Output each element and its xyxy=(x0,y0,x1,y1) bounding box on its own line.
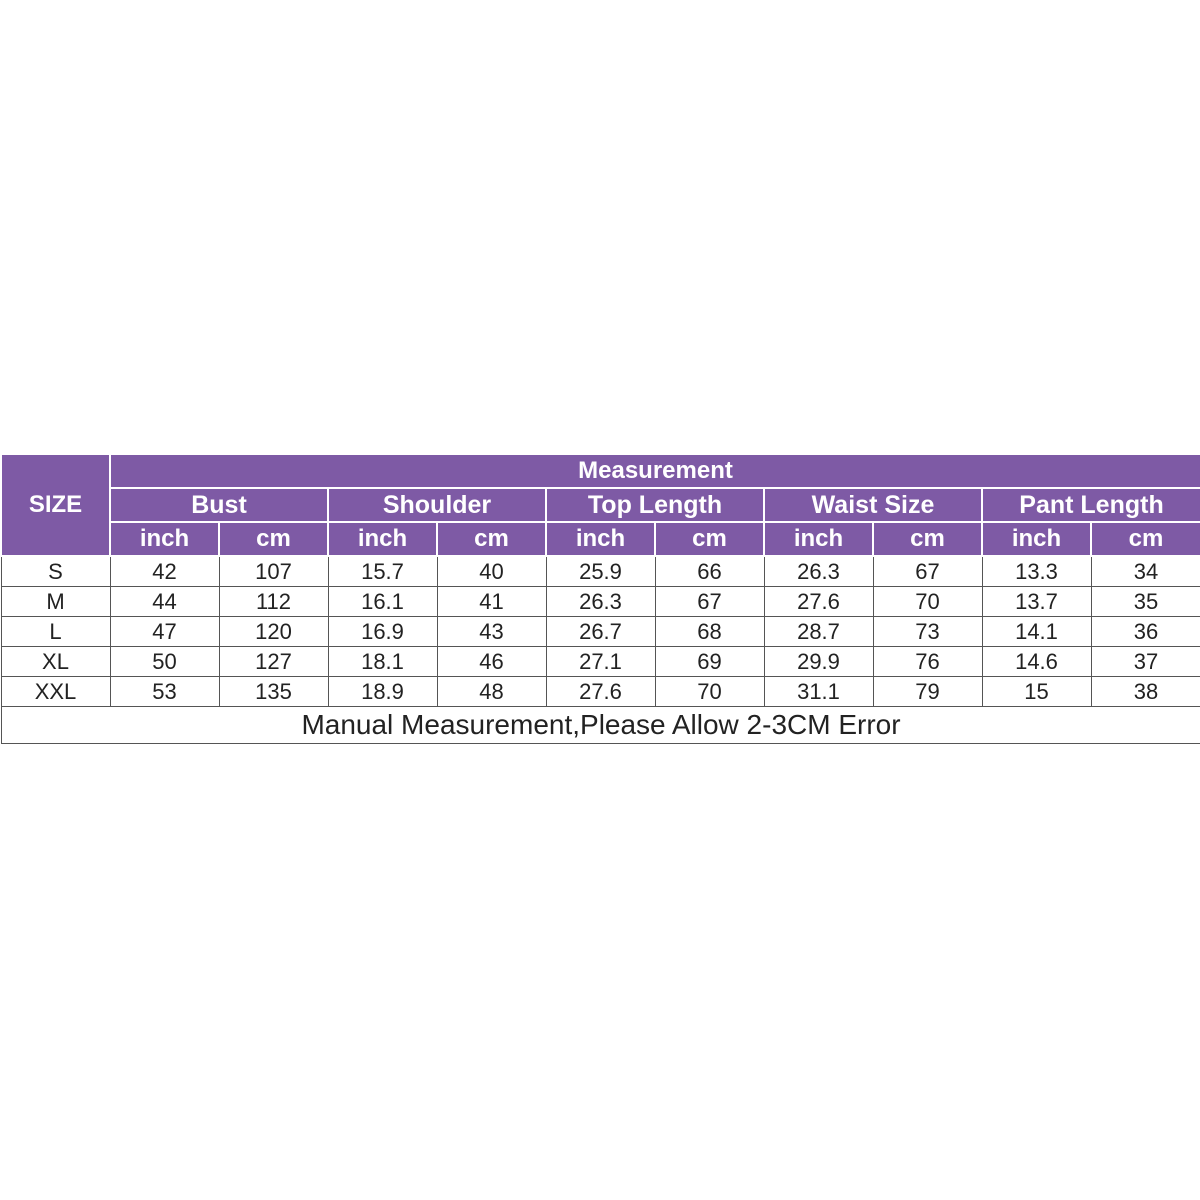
unit-header: inch xyxy=(764,522,873,556)
measurement-header: Measurement xyxy=(110,454,1200,488)
size-cell: XXL xyxy=(1,677,110,707)
table-cell: 135 xyxy=(219,677,328,707)
table-cell: 25.9 xyxy=(546,556,655,587)
table-row xyxy=(1,677,1200,707)
table-cell: 70 xyxy=(873,587,982,617)
table-cell: 46 xyxy=(437,647,546,677)
table-cell: 15.7 xyxy=(328,556,437,587)
table-cell: 16.9 xyxy=(328,617,437,647)
measure-header-pant-length: Pant Length xyxy=(982,488,1200,522)
table-cell: 27.6 xyxy=(546,677,655,707)
unit-header: inch xyxy=(982,522,1091,556)
unit-header: cm xyxy=(655,522,764,556)
unit-header: inch xyxy=(328,522,437,556)
table-cell: 14.6 xyxy=(982,647,1091,677)
table-cell: 18.1 xyxy=(328,647,437,677)
table-cell: 40 xyxy=(437,556,546,587)
table-cell: 36 xyxy=(1091,617,1200,647)
table-cell: 127 xyxy=(219,647,328,677)
measure-header-waist-size: Waist Size xyxy=(764,488,982,522)
size-header: SIZE xyxy=(1,454,110,556)
measure-header-bust: Bust xyxy=(110,488,328,522)
table-cell: 70 xyxy=(655,677,764,707)
table-cell: 68 xyxy=(655,617,764,647)
unit-header: cm xyxy=(437,522,546,556)
unit-header: inch xyxy=(110,522,219,556)
table-cell: 14.1 xyxy=(982,617,1091,647)
table-cell: 67 xyxy=(873,556,982,587)
table-row xyxy=(1,647,1200,677)
table-row xyxy=(1,587,1200,617)
size-cell: L xyxy=(1,617,110,647)
table-cell: 16.1 xyxy=(328,587,437,617)
table-cell: 43 xyxy=(437,617,546,647)
size-cell: XL xyxy=(1,647,110,677)
table-row xyxy=(1,556,1200,587)
table-cell: 53 xyxy=(110,677,219,707)
table-cell: 26.3 xyxy=(764,556,873,587)
table-cell: 48 xyxy=(437,677,546,707)
unit-header: inch xyxy=(546,522,655,556)
table-cell: 67 xyxy=(655,587,764,617)
table-cell: 42 xyxy=(110,556,219,587)
header-row-group xyxy=(1,454,1200,488)
table-cell: 79 xyxy=(873,677,982,707)
table-cell: 73 xyxy=(873,617,982,647)
measure-header-top-length: Top Length xyxy=(546,488,764,522)
table-cell: 26.3 xyxy=(546,587,655,617)
table-cell: 107 xyxy=(219,556,328,587)
table-cell: 44 xyxy=(110,587,219,617)
table-cell: 34 xyxy=(1091,556,1200,587)
table-cell: 112 xyxy=(219,587,328,617)
header-row-units xyxy=(1,522,1200,556)
table-cell: 69 xyxy=(655,647,764,677)
table-cell: 29.9 xyxy=(764,647,873,677)
measure-header-shoulder: Shoulder xyxy=(328,488,546,522)
table-cell: 27.1 xyxy=(546,647,655,677)
table-cell: 15 xyxy=(982,677,1091,707)
table-cell: 13.3 xyxy=(982,556,1091,587)
table-cell: 31.1 xyxy=(764,677,873,707)
table-cell: 18.9 xyxy=(328,677,437,707)
table-cell: 13.7 xyxy=(982,587,1091,617)
header-row-measures xyxy=(1,488,1200,522)
table-cell: 120 xyxy=(219,617,328,647)
unit-header: cm xyxy=(873,522,982,556)
table-cell: 35 xyxy=(1091,587,1200,617)
table-cell: 27.6 xyxy=(764,587,873,617)
table-cell: 41 xyxy=(437,587,546,617)
unit-header: cm xyxy=(219,522,328,556)
size-cell: M xyxy=(1,587,110,617)
unit-header: cm xyxy=(1091,522,1200,556)
note-row xyxy=(1,707,1200,744)
table-cell: 38 xyxy=(1091,677,1200,707)
table-cell: 47 xyxy=(110,617,219,647)
table-cell: 28.7 xyxy=(764,617,873,647)
size-chart-table xyxy=(0,453,1200,744)
measurement-note: Manual Measurement,Please Allow 2-3CM Error xyxy=(1,707,1200,744)
table-cell: 50 xyxy=(110,647,219,677)
table-cell: 66 xyxy=(655,556,764,587)
table-cell: 26.7 xyxy=(546,617,655,647)
table-row xyxy=(1,617,1200,647)
table-cell: 37 xyxy=(1091,647,1200,677)
table-cell: 76 xyxy=(873,647,982,677)
size-cell: S xyxy=(1,556,110,587)
